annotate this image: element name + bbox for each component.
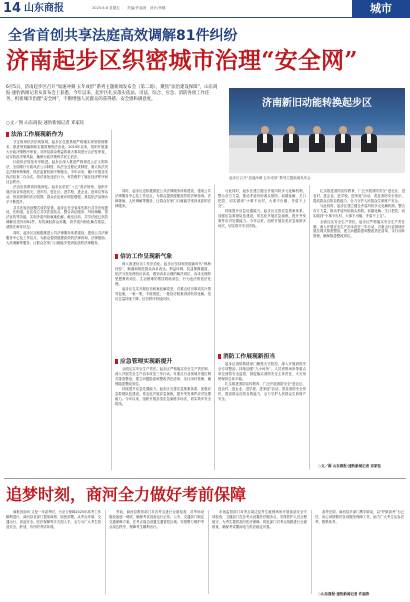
paragraph: 与此同时，起步区建立健全矛盾纠纷多元化解机制，整合各方力量，推动矛盾纠纷源头预防、前端化解、关口把控，切实做到“小事不出村、大事不出镇、矛盾不上交”。: [313, 204, 405, 219]
photo-person: [361, 126, 377, 152]
column-1: [6, 140, 108, 474]
photo-person: [309, 126, 325, 152]
photo-person: [335, 126, 351, 152]
section-heading: 应急管理实现新提升: [115, 358, 211, 366]
paragraph: 高考在即，商河县多部门携手联动，以“护航高考”为己任，用心用情做好各项服务保障工作，助力广大考生从容应考、圆梦高考。: [315, 510, 404, 524]
article2-col-4: [315, 510, 404, 586]
column-rule: [111, 130, 112, 470]
column-4: [313, 189, 405, 461]
section-heading: 法治工作展现新作为: [6, 131, 108, 139]
paragraph: 行政执法规范有序推进。起步区深入推进严格规范公正文明执法，全面推行行政执法公示制度、执法全过程记录制度、重大执法决定法制审核制度，执法监督机制不断健全。今年以来，累计开展各类执法检查二百余次，依法查处违法行为，有效维护了辖区经济秩序和社会秩序。: [6, 160, 108, 184]
paragraph: 扎实推进消防宣传教育，广泛开展消防安全“进社区、进农村、进企业、进学校、进家庭”活动，普及消防安全常识，提高群众自防自救能力，全力守护人民群众生命财产安全。: [218, 382, 306, 401]
paragraph: 法治宣传教育持续深化。起步区依托“八五”普法规划，组织开展法治宣传进机关、进乡村、进社区、进学校、进企业、进单位等活动，营造浓厚的法治氛围，群众法治意识明显增强，基层依法治理水平不断提升。: [6, 185, 108, 205]
paragraph: 市场监管部门对考点周边及考生就餐场所开展食品安全专项检查，卫健部门在各考点设置医疗服务点，安排医护人员全程值守，为考生提供及时医疗保障。供电部门对考点线路进行全面排查，确保考试期间电力供应稳定可靠。: [212, 510, 307, 529]
column-2-top: [115, 189, 211, 249]
issue-meta: 2025.6.6 星期五 责编/许福涛 设计/李娜: [92, 6, 166, 10]
article2-body: [6, 510, 404, 594]
column-3-top: [218, 189, 306, 349]
kicker-headline: 全省首创共享法庭高效调解81件纠纷: [8, 28, 238, 44]
paragraph: 同时，起步区还积极推进公共法律服务体系建设，建成公共法律服务中心及工作站点，为群众提供便捷高效的法律咨询、法律援助、人民调解等服务，让群众在家门口就能享受到优质的法律服务。: [115, 189, 211, 208]
paragraph: 持续提升应急处置能力。起步区完善应急预案体系，加强应急救援队伍建设，常态化开展应急演练，提升突发事件应对处置能力。今年以来，组织开展各类应急演练多场次，切实筑牢安全防线。: [115, 387, 211, 406]
paragraph: 起步区扎实开展信访积案化解攻坚，对重点信访事项实行领导包案，一案一策、专班推进，一批信访积案得到有效化解，信访总量持续下降，信访秩序持续向好。: [115, 287, 211, 301]
paragraph: 同时，起步区还积极推进公共法律服务体系建设，建成公共法律服务中心及工作站点，为群众提供便捷高效的法律咨询、法律援助、人民调解等服务，让群众在家门口就能享受到优质的法律服务。: [6, 230, 108, 245]
paragraph: 全面压实安全生产责任。起步区严格落实安全生产责任制，深入开展安全生产治本攻坚三年行动，对重点行业领域开展拉网式排查整治，建立问题隐患和整改责任清单，实行闭环管理，确保隐患整改到位。: [115, 367, 211, 386]
paragraph: 起步区消防救援部门聚焦火灾防控，深入开展消防安全专项整治，持续加强“九小场所”、人员密集场所等重点单位消防安全监管，督促落实消防安全主体责任，火灾形势保持总体平稳。: [218, 362, 306, 381]
paragraph: 共享法庭首创模式成效显著。起步区在全省率先推行共享法庭建设，在街道、社区设立共享法庭站点，整合诉讼服务、纠纷调解、普法宣传等功能，实现矛盾纠纷就地化解。截至目前，共享法庭已高效调解各类纠纷81件，有效减轻群众诉累，将矛盾纠纷化解在基层、消除在萌芽状态。: [6, 205, 108, 230]
paragraph: 考前，商河县教育部门对各考点进行全面检查，对考场设施设备逐一调试，确保考试设备运行正常。公安、交通部门制定交通保障方案，在考点周边设置交通管控区域，安排警力维护考点周边秩序，保障考生顺利出行。: [109, 510, 204, 529]
photo-banner-text: 济南新旧动能转换起步区: [262, 98, 372, 109]
paragraph: 深入推进信访工作法治化。起步区坚持和发展新时代“枫桥经验”，畅通和规范群众诉求表达、利益协调、权益保障通道，依法分类处理信访诉求，做到诉求合理的解决到位、诉求无理的思想教育到位、生活困难的帮扶救助到位、行为违法的依法处理。: [115, 262, 211, 286]
photo-person: [283, 126, 299, 152]
paragraph: 持续提升应急处置能力。起步区完善应急预案体系，加强应急救援队伍建设，常态化开展应急演练，提升突发事件应对处置能力。今年以来，组织开展各类应急演练多场次，切实筑牢安全防线。: [218, 209, 306, 228]
paragraph: 商报济南讯 又是一年高考时，为全力保障2025年高考工作顺利进行，商河县各部门提前谋划、周密部署，从考点环境、交通出行、食品安全、医疗保障等多方面入手，全力为广大考生营造安全、舒适、有序的考试环境。: [6, 510, 101, 529]
paragraph: 全面压实安全生产责任。起步区严格落实安全生产责任制，深入开展安全生产治本攻坚三年行动，对重点行业领域开展拉网式排查整治，建立问题隐患和整改责任清单，实行闭环管理，确保隐患整改到位。: [313, 219, 405, 239]
photo-person: [257, 126, 273, 152]
section-heading: 信访工作呈现新气象: [115, 253, 211, 261]
main-headline: 济南起步区织密城市治理“安全网”: [6, 47, 358, 74]
article1-credit: ○文／图 山东商报·速豹新闻记者 邓家钰: [318, 464, 381, 468]
column-3-bottom: [218, 362, 306, 471]
paper-name: 山东商报: [24, 3, 64, 14]
paragraph: 扎实推进消防宣传教育，广泛开展消防安全“进社区、进农村、进企业、进学校、进家庭”活动，普及消防安全常识，提高群众自防自救能力，全力守护人民群众生命财产安全。: [313, 189, 405, 203]
paragraph: 与此同时，起步区建立健全矛盾纠纷多元化解机制，整合各方力量，推动矛盾纠纷源头预防、前端化解、关口把控，切实做到“小事不出村、大事不出镇、矛盾不上交”。: [218, 189, 306, 208]
article2-col-2: [109, 510, 204, 594]
photo-caption: 起步区召开“加速冲刺 五年成形”系列主题新闻发布会: [229, 176, 311, 180]
article-divider: [4, 478, 406, 479]
column-2-mid: [115, 262, 211, 354]
column-rule: [214, 185, 215, 470]
column-2-bottom: [115, 367, 211, 471]
page-header: [0, 0, 410, 18]
press-conference-photo: [229, 88, 405, 173]
article2-col-1: [6, 510, 101, 594]
lead-paragraph: 6月5日，济南起步区召开“加速冲刺 五年成形”系列主题新闻发布会（第二场），聚焦“法治建设保障”，山东商报·速豹新闻记者从发布会上获悉，今年以来，起步区扎实落实依法、司法、综合、应急、消防各项工作任务，织密城市治理“安全网”，不断增强人民群众的获得感、安全感和满意度。: [6, 85, 218, 103]
page-number: 14: [3, 1, 22, 16]
column-rule: [309, 185, 310, 470]
article2-credit: ○山东商报·速豹新闻记者 许福涛: [318, 592, 370, 596]
article2-col-3: [212, 510, 307, 594]
second-headline: 追梦时刻，商河全力做好考前保障: [6, 485, 247, 504]
lead-byline: ○文／图 山东商报·速豹新闻记者 邓家钰: [6, 121, 85, 126]
section-tag: 城市: [352, 0, 410, 18]
section-heading: 消防工作展现新担当: [218, 353, 306, 361]
paragraph: 守定规划依法依规原则。起步区住建系统严格落实规划管理要求，推进规划编制和实施管理的法治化。2024年以来，组织开展重大行政决策程序审查，对涉及群众利益的重大事项进行合法性审查，切实防范决策风险，确保行政决策科学民主依法。: [6, 140, 108, 159]
